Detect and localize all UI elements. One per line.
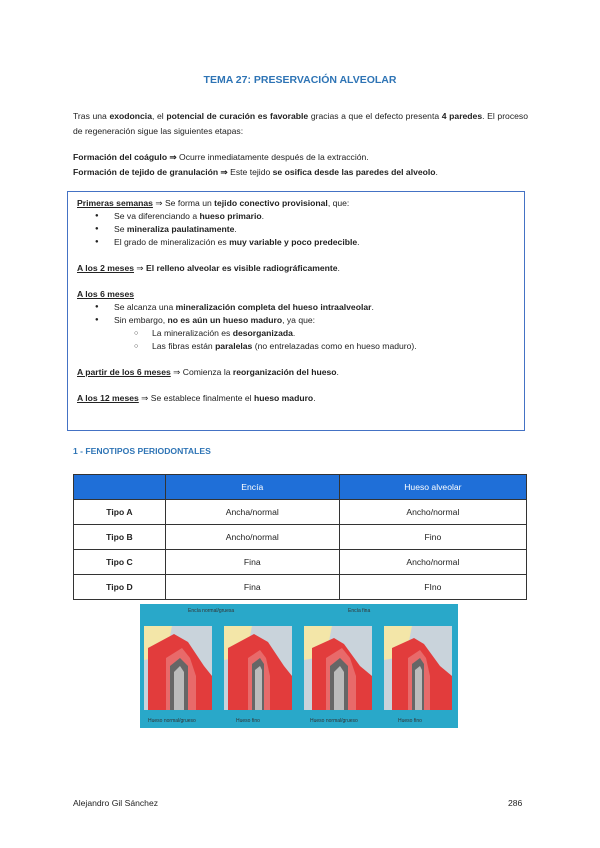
periodontal-phenotypes-figure [140, 604, 458, 728]
phase-12-meses: A los 12 meses ⇒ Se establece finalmente el hueso maduro. [77, 393, 316, 403]
figure-label-bottom: Hueso fino [398, 718, 422, 724]
table-header: Encía [165, 475, 339, 500]
table-row: Tipo B Ancho/normal Fino [74, 525, 527, 550]
tooth-panel [144, 626, 212, 710]
fenotipos-table [73, 474, 527, 600]
page-number: 286 [508, 798, 523, 808]
intro-paragraph: Tras una exodoncia, el potencial de curación es favorable gracias a que el defecto presenta 4 paredes. El proceso de regeneración sigue las siguientes etapas: [73, 111, 528, 136]
phase-6-meses: A los 6 meses [77, 289, 135, 299]
list-item: ● Se mineraliza paulatinamente. [77, 223, 524, 236]
list-item: ● Sin embargo, no es aún un hueso maduro, ya que: [77, 314, 524, 327]
figure-label-top: Encía fina [348, 608, 371, 614]
list-item: ● Se va diferenciando a hueso primario. [77, 210, 524, 223]
section-heading: 1 - FENOTIPOS PERIODONTALES [73, 446, 211, 456]
table-row: Tipo D Fina FIno [74, 575, 527, 600]
figure-label-top: Encía normal/gruesa [188, 608, 235, 614]
list-item: ○ La mineralización es desorganizada. [77, 327, 524, 340]
tooth-panel [224, 626, 292, 710]
tooth-panel [384, 626, 452, 710]
list-item: ● Se alcanza una mineralización completa del hueso intraalveolar. [77, 301, 524, 314]
figure-label-bottom: Hueso normal/grueso [148, 718, 196, 724]
timeline-box [67, 191, 525, 431]
step-coagulo: Formación del coágulo ⇒ Ocurre inmediatamente después de la extracción. [73, 152, 369, 162]
list-item: ● El grado de mineralización es muy variable y poco predecible. [77, 236, 524, 249]
list-item: ○ Las fibras están paralelas (no entrelazadas como en hueso maduro). [77, 340, 524, 353]
footer-author: Alejandro Gil Sánchez [73, 798, 159, 808]
table-header [74, 475, 166, 500]
figure-label-bottom: Hueso normal/grueso [310, 718, 358, 724]
table-header: Hueso alveolar [339, 475, 526, 500]
table-row: Tipo C Fina Ancho/normal [74, 550, 527, 575]
phase-partir-6-meses: A partir de los 6 meses ⇒ Comienza la reorganización del hueso. [77, 367, 339, 377]
steps-list [73, 150, 533, 180]
page-title: TEMA 27: PRESERVACIÓN ALVEOLAR [203, 74, 397, 86]
step-granulacion: Formación de tejido de granulación ⇒ Este tejido se osifica desde las paredes del alveolo. [73, 167, 438, 177]
phase-primeras-semanas: Primeras semanas ⇒ Se forma un tejido conectivo provisional, que: [77, 198, 350, 208]
phase-2-meses: A los 2 meses ⇒ El relleno alveolar es visible radiográficamente. [77, 263, 340, 273]
tooth-panel [304, 626, 372, 710]
figure-label-bottom: Hueso fino [236, 718, 260, 724]
table-row: Tipo A Ancha/normal Ancho/normal [74, 500, 527, 525]
